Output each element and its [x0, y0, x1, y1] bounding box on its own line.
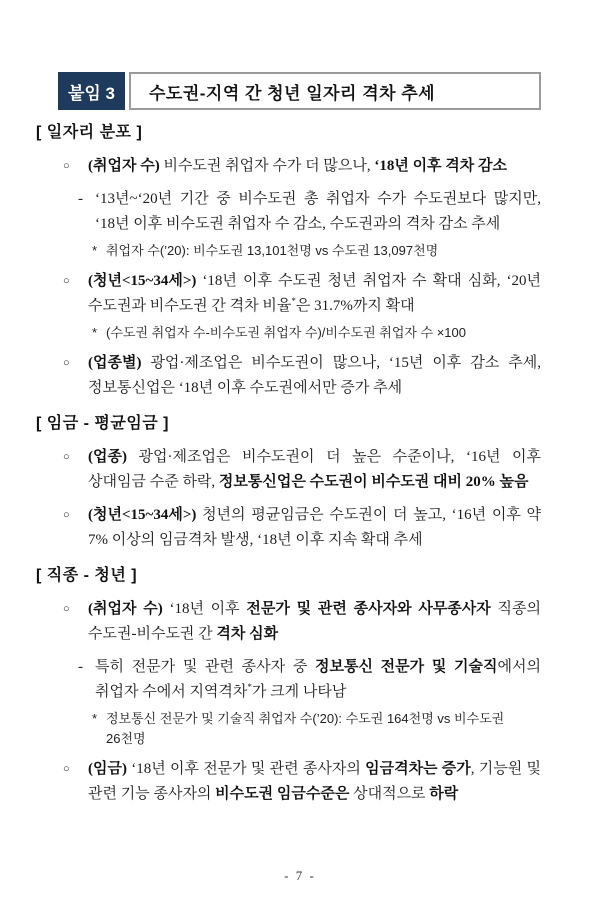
- circle-bullet-item: [36, 269, 541, 319]
- circle-bullet-item: [36, 597, 541, 647]
- circle-bullet-marker: ○: [63, 357, 70, 369]
- page-number: - 7 -: [284, 868, 316, 883]
- item-text: ‘13년~‘20년 기간 중 비수도권 총 취업자 수가 수도권보다 많지만, ‘18년 이후 비수도권 취업자 수 감소, 수도권과의 격차 감소 추세: [95, 191, 541, 232]
- item-text: (업종별) 광업·제조업은 비수도권이 많으나, ‘15년 이후 감소 추세, 정보통신업은 ‘18년 이후 수도권에서만 증가 추세: [88, 355, 541, 396]
- dash-bullet-item: [36, 187, 541, 237]
- page-title: 수도권-지역 간 청년 일자리 격차 추세: [129, 72, 541, 110]
- asterisk-marker: *: [92, 711, 98, 726]
- item-text: 특히 전문가 및 관련 종사자 중 정보통신 전문가 및 기술직에서의 취업자 수에서 지역격차*가 크게 나타남: [95, 659, 541, 700]
- circle-bullet-marker: ○: [63, 275, 70, 287]
- asterisk-marker: *: [92, 243, 98, 258]
- attachment-badge: 붙임 3: [58, 72, 125, 110]
- item-text: (취업자 수) ‘18년 이후 전문가 및 관련 종사자와 사무종사자 직종의 수도권-비수도권 간 격차 심화: [88, 601, 541, 642]
- section-title-0: [ 일자리 분포 ]: [36, 124, 143, 141]
- item-text: (업종) 광업·제조업은 비수도권이 더 높은 수준이나, ‘16년 이후 상대임금 수준 하락, 정보통신업은 수도권이 비수도권 대비 20% 높음: [88, 449, 541, 490]
- circle-bullet-marker: ○: [63, 451, 70, 463]
- item-text: 정보통신 전문가 및 기술직 취업자 수(’20): 수도권 164천명 vs 비수도권 26천명: [106, 711, 505, 746]
- dash-bullet-item: [36, 655, 541, 705]
- item-text: 취업자 수(’20): 비수도권 13,101천명 vs 수도권 13,097천명: [106, 243, 439, 258]
- circle-bullet-item: [36, 757, 541, 807]
- item-text: (청년<15~34세>) ‘18년 이후 수도권 청년 취업자 수 확대 심화, ‘20년 수도권과 비수도권 간 격차 비율*은 31.7%까지 확대: [88, 273, 541, 314]
- document-page: [0, 72, 600, 920]
- circle-bullet-item: [36, 351, 541, 401]
- footnote-item: [36, 323, 541, 343]
- section-title-2: [ 직종 - 청년 ]: [36, 567, 138, 584]
- footnote-item: [36, 709, 541, 749]
- dash-bullet-marker: -: [78, 191, 83, 207]
- circle-bullet-marker: ○: [63, 603, 70, 615]
- circle-bullet-marker: ○: [63, 763, 70, 775]
- item-text: (청년<15~34세>) 청년의 평균임금은 수도권이 더 높고, ‘16년 이후 약 7% 이상의 임금격차 발생, ‘18년 이후 지속 확대 추세: [88, 507, 542, 548]
- circle-bullet-marker: ○: [63, 509, 70, 521]
- item-text: (취업자 수) 비수도권 취업자 수가 더 많으나, ‘18년 이후 격차 감소: [88, 158, 508, 174]
- item-text: (임금) ‘18년 이후 전문가 및 관련 종사자의 임금격차는 증가, 기능원 및 관련 기능 종사자의 비수도권 임금수준은 상대적으로 하락: [88, 761, 541, 802]
- dash-bullet-marker: -: [78, 659, 83, 675]
- document-header: [58, 72, 541, 110]
- circle-bullet-item: [36, 445, 541, 495]
- circle-bullet-marker: ○: [63, 160, 70, 172]
- section-title-1: [ 임금 - 평균임금 ]: [36, 415, 170, 432]
- circle-bullet-item: [36, 503, 541, 553]
- asterisk-marker: *: [92, 325, 98, 340]
- circle-bullet-item: [36, 154, 541, 179]
- document-body: [36, 122, 541, 807]
- item-text: (수도권 취업자 수-비수도권 취업자 수)/비수도권 취업자 수 ×100: [106, 325, 466, 340]
- footnote-item: [36, 241, 541, 261]
